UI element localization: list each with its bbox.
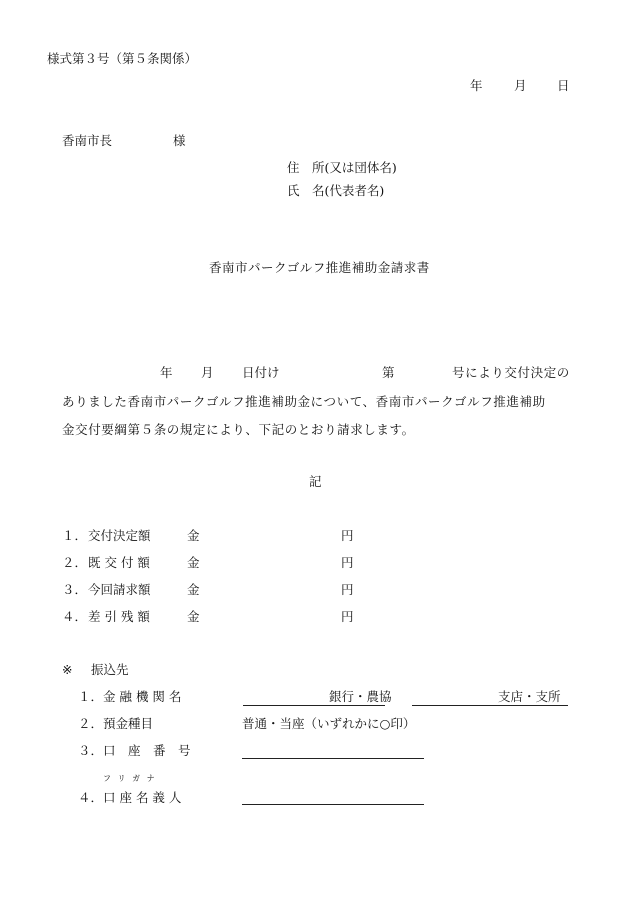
furigana-label: フ リ ガ ナ — [103, 774, 157, 783]
addressee-name: 香南市長 — [62, 133, 113, 148]
branch-suffix: 支店・支所 — [498, 689, 561, 704]
form-number-label: 様式第３号（第５条関係） — [47, 51, 198, 66]
deposit-type-options: 普通・当座（いずれかに○印） — [242, 716, 416, 731]
amount-yen-1: 円 — [341, 528, 354, 543]
amount-yen-3: 円 — [341, 582, 354, 597]
amount-label-1: 交付決定額 — [88, 528, 151, 543]
body-line1-rest: 号により交付決定の — [452, 365, 570, 380]
bank-suffix: 銀行・農協 — [329, 689, 392, 704]
body-no: 第 — [382, 365, 395, 380]
amount-kin-1: 金 — [187, 528, 200, 543]
transfer-label-deposit-type: 預金種目 — [103, 716, 154, 731]
transfer-num-2: ２． — [78, 716, 104, 731]
document-title: 香南市パークゴルフ推進補助金請求書 — [209, 260, 430, 275]
date-day-label: 日 — [557, 78, 570, 93]
transfer-label-account-number: 口 座 番 号 — [103, 743, 191, 758]
account-number-field[interactable] — [242, 758, 424, 759]
body-line3: 金交付要綱第５条の規定により、下記のとおり請求します。 — [62, 422, 415, 437]
bank-name-field[interactable] — [243, 705, 385, 706]
amount-label-2: 既 交 付 額 — [88, 555, 150, 570]
transfer-label-account-holder: 口 座 名 義 人 — [103, 790, 182, 805]
transfer-num-1: １． — [78, 689, 104, 704]
amount-kin-3: 金 — [187, 582, 200, 597]
amount-num-4: ４． — [62, 609, 88, 624]
applicant-name-label: 氏 名(代表者名) — [287, 183, 385, 198]
body-year: 年 — [160, 365, 173, 380]
amount-yen-2: 円 — [341, 555, 354, 570]
transfer-num-3: ３． — [78, 743, 104, 758]
branch-name-field[interactable] — [412, 705, 568, 706]
body-day-dated: 日付け — [242, 365, 280, 380]
body-line2: ありました香南市パークゴルフ推進補助金について、香南市パークゴルフ推進補助 — [62, 394, 546, 409]
transfer-label-bank: 金 融 機 関 名 — [103, 689, 182, 704]
amount-kin-4: 金 — [187, 609, 200, 624]
applicant-address-label: 住 所(又は団体名) — [287, 160, 397, 175]
amount-yen-4: 円 — [341, 609, 354, 624]
date-year-label: 年 — [470, 78, 483, 93]
account-holder-field[interactable] — [242, 804, 424, 805]
transfer-heading-mark: ※ — [62, 662, 73, 677]
transfer-num-4: ４． — [78, 790, 104, 805]
addressee-honorific: 様 — [173, 133, 186, 148]
amount-num-3: ３． — [62, 582, 88, 597]
ki-label: 記 — [309, 474, 322, 489]
amount-label-3: 今回請求額 — [88, 582, 151, 597]
body-month: 月 — [201, 365, 214, 380]
amount-num-1: １． — [62, 528, 88, 543]
amount-num-2: ２． — [62, 555, 88, 570]
amount-kin-2: 金 — [187, 555, 200, 570]
transfer-heading: 振込先 — [91, 662, 129, 677]
amount-label-4: 差 引 残 額 — [88, 609, 150, 624]
date-month-label: 月 — [514, 78, 527, 93]
